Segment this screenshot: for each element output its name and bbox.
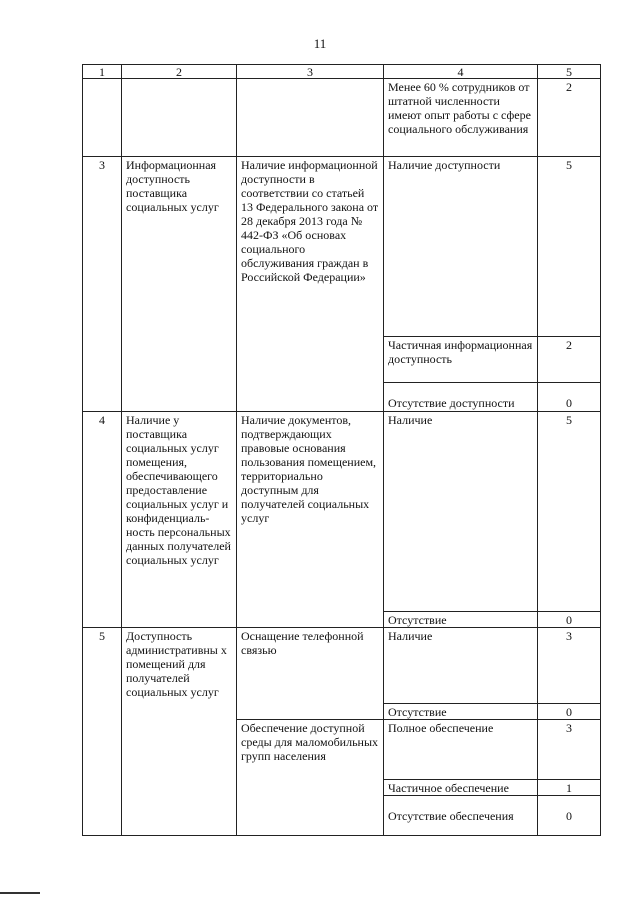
- cell-empty-indicator: [122, 79, 237, 157]
- criterion-cell: Обеспечение доступной среды для маломобильных групп населения: [237, 720, 384, 836]
- score-cell: 5: [538, 412, 601, 612]
- option-cell: Наличие: [384, 628, 538, 704]
- option-cell: Полное обеспечение: [384, 720, 538, 780]
- option-cell: Отсутствие: [384, 612, 538, 628]
- indicator-cell: Доступность административны х помещений для получателей социальных услуг: [122, 628, 237, 836]
- header-cell-3: 3: [237, 65, 384, 79]
- header-cell-2: 2: [122, 65, 237, 79]
- row-number: 5: [83, 628, 122, 836]
- option-cell: Наличие доступности: [384, 157, 538, 337]
- indicator-cell: Наличие у поставщика социальных услуг помещения, обеспечивающего предоставление социальных услуг и конфиденциаль-ность персональных данных получателей социальных услуг: [122, 412, 237, 628]
- cell-empty-num: [83, 79, 122, 157]
- table-row-4: [83, 412, 601, 612]
- header-cell-5: 5: [538, 65, 601, 79]
- table-row-3: [83, 157, 601, 337]
- score-cell: 2: [538, 79, 601, 157]
- cell-empty-criterion: [237, 79, 384, 157]
- criterion-cell: Оснащение телефонной связью: [237, 628, 384, 720]
- criteria-table: [82, 64, 601, 836]
- header-cell-4: 4: [384, 65, 538, 79]
- option-cell: Отсутствие обеспечения: [384, 796, 538, 836]
- score-cell: 2: [538, 337, 601, 383]
- header-cell-1: 1: [83, 65, 122, 79]
- score-cell: 3: [538, 720, 601, 780]
- criterion-option: Менее 60 % сотрудников от штатной численности имеют опыт работы с сфере социального обслуживания: [384, 79, 538, 157]
- option-cell: Отсутствие доступности: [384, 383, 538, 412]
- scan-edge-mark: [0, 892, 40, 894]
- row-number: 3: [83, 157, 122, 412]
- option-cell: Наличие: [384, 412, 538, 612]
- score-cell: 0: [538, 383, 601, 412]
- option-cell: Частичное обеспечение: [384, 780, 538, 796]
- table-row-continuation: [83, 79, 601, 157]
- row-number: 4: [83, 412, 122, 628]
- page-number: 11: [313, 36, 327, 51]
- score-cell: 1: [538, 780, 601, 796]
- criterion-cell: Наличие документов, подтверждающих правовые основания пользования помещением, территориально доступным для получателей социальных услуг: [237, 412, 384, 628]
- table-row-5: [83, 628, 601, 704]
- option-cell: Отсутствие: [384, 704, 538, 720]
- score-cell: 0: [538, 704, 601, 720]
- option-cell: Частичная информационная доступность: [384, 337, 538, 383]
- score-cell: 0: [538, 612, 601, 628]
- score-cell: 0: [538, 796, 601, 836]
- indicator-cell: Информационная доступность поставщика социальных услуг: [122, 157, 237, 412]
- criterion-cell: Наличие информационной доступности в соответствии со статьей 13 Федерального закона от 28 декабря 2013 года № 442-ФЗ «Об основах социального обслуживания граждан в Российской Федерации»: [237, 157, 384, 412]
- score-cell: 3: [538, 628, 601, 704]
- header-row: [83, 65, 601, 79]
- score-cell: 5: [538, 157, 601, 337]
